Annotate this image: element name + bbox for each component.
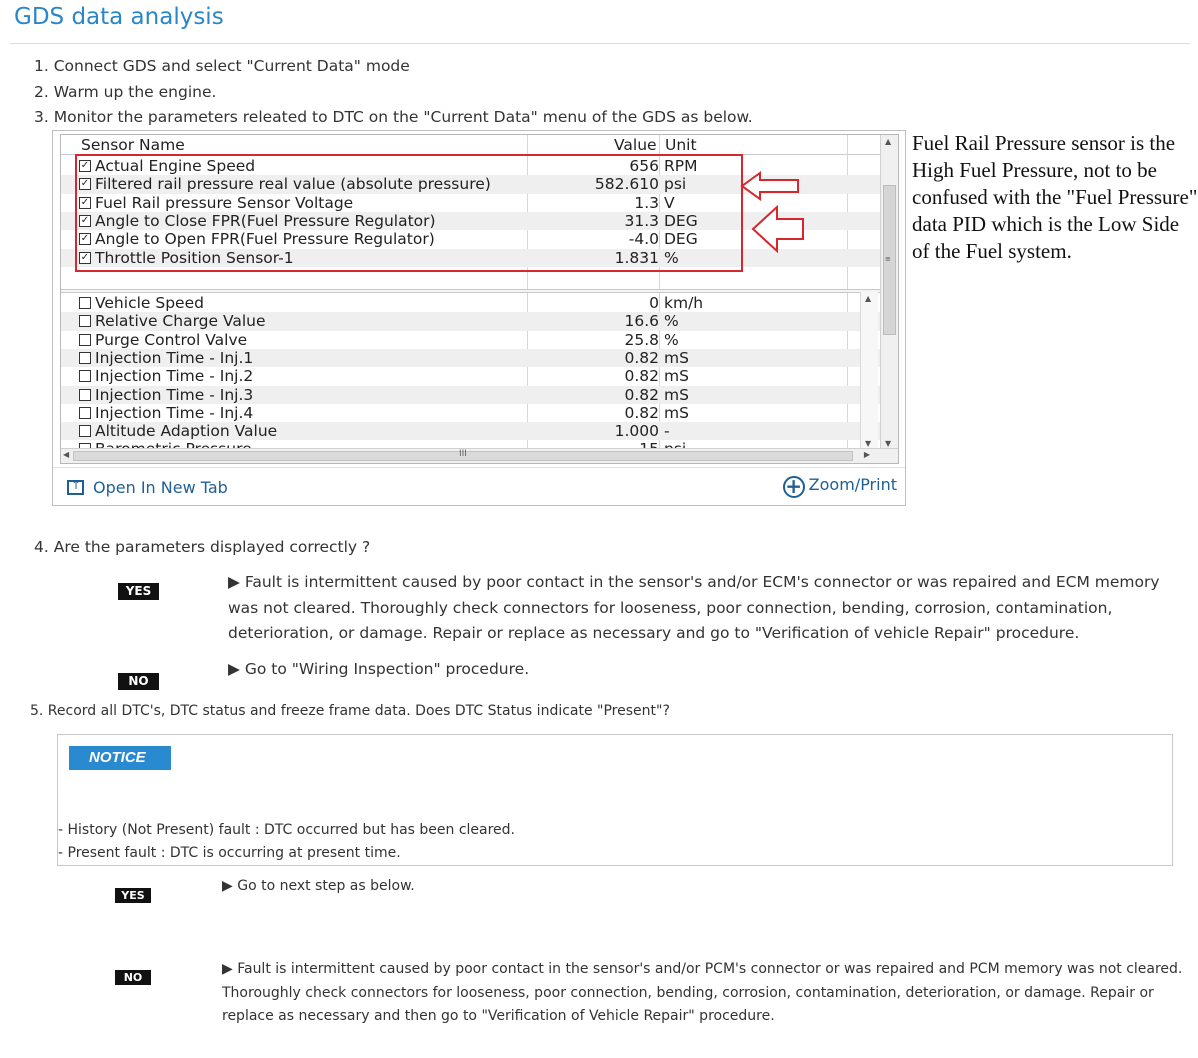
open-in-new-tab-label: Open In New Tab (93, 478, 228, 497)
yes-badge: YES (115, 888, 151, 903)
title-divider (10, 43, 1190, 44)
horizontal-scrollbar[interactable]: ◀ III ▶ (61, 448, 898, 463)
notice-line-2: - Present fault : DTC is occurring at present time. (58, 845, 401, 861)
sensor-name-cell: Filtered rail pressure real value (absolute pressure) (95, 175, 491, 194)
sensor-name-cell: Vehicle Speed (95, 294, 204, 312)
table-row[interactable] (61, 349, 881, 367)
checkbox-checked[interactable]: ✓ (80, 214, 90, 226)
unit-cell: mS (664, 348, 689, 367)
zoom-plus-icon: + (783, 476, 805, 498)
checkbox-unchecked[interactable] (79, 407, 91, 419)
gds-panel-footer (53, 467, 905, 505)
unit-cell: km/h (664, 294, 704, 312)
table-row[interactable] (61, 404, 881, 422)
table-row[interactable] (61, 331, 881, 349)
page-title: GDS data analysis (14, 4, 224, 30)
unit-cell: mS (664, 367, 689, 386)
sensor-name-cell: Injection Time - Inj.4 (95, 403, 254, 422)
header-sensor-name: Sensor Name (81, 136, 185, 154)
no-badge: NO (118, 673, 159, 690)
value-cell: -4.0 (628, 230, 659, 249)
open-in-new-tab-link[interactable] (67, 478, 228, 497)
zoom-print-label: Zoom/Print (808, 475, 897, 494)
grid-header (61, 135, 881, 155)
checkbox-checked[interactable]: ✓ (80, 196, 90, 208)
sensor-name-cell: Angle to Close FPR(Fuel Pressure Regulator) (95, 211, 436, 230)
checkbox-checked[interactable]: ✓ (80, 233, 90, 245)
sensor-name-cell: Injection Time - Inj.3 (95, 385, 254, 404)
value-cell: 0.82 (624, 367, 659, 386)
step-4-text: 4. Are the parameters displayed correctly ? (34, 538, 371, 556)
unit-cell: DEG (664, 211, 698, 230)
annotation-note: Fuel Rail Pressure sensor is the High Fuel Pressure, not to be confused with the "Fuel Pressure" data PID which is the Low Side of the Fuel system. (912, 131, 1198, 263)
open-new-tab-icon (67, 480, 84, 495)
left-arrow-icon (751, 205, 807, 253)
inner-vertical-scrollbar[interactable]: ▲ ▼ (860, 292, 878, 450)
step-5-no-text: ▶ Fault is intermittent caused by poor contact in the sensor's and/or PCM's connector or was repaired and PCM memory was not cleared. Thoroughly check connectors for looseness, poor connection, bending, corrosion, contamination, deterioration, or damage. Repair or replace as necessary and then go to "Verification of Vehicle Repair" procedure. (222, 961, 1183, 1024)
unit-cell: % (664, 248, 679, 267)
step-4-yes-text: ▶ Fault is intermittent caused by poor contact in the sensor's and/or ECM's connector or was repaired and ECM memory was not cleared. Thoroughly check connectors for looseness, poor connection, bending, corrosion, contamination, deterioration, or damage. Repair or replace as necessary and go to "Verification of vehicle Repair" procedure. (228, 573, 1160, 642)
step-5-yes-text: ▶ Go to next step as below. (222, 878, 415, 894)
value-cell: 31.3 (624, 211, 659, 230)
header-value: Value (614, 136, 657, 154)
header-unit: Unit (665, 136, 697, 154)
highlight-box (75, 154, 743, 272)
checkbox-checked[interactable]: ✓ (80, 178, 90, 190)
value-cell: 0.82 (624, 385, 659, 404)
value-cell: 1.3 (634, 193, 659, 212)
unit-cell: psi (664, 175, 687, 194)
table-row[interactable] (61, 312, 881, 330)
unit-cell: % (664, 330, 679, 349)
value-cell: 0.82 (624, 403, 659, 422)
checkbox-unchecked[interactable] (79, 370, 91, 382)
unit-cell: % (664, 312, 679, 331)
zoom-print-link[interactable] (783, 475, 897, 498)
sensor-name-cell: Relative Charge Value (95, 312, 266, 331)
sensor-name-cell: Injection Time - Inj.2 (95, 367, 254, 386)
value-cell: 582.610 (594, 175, 659, 194)
unit-cell: - (664, 422, 670, 441)
value-cell: 1.000 (614, 422, 659, 441)
sensor-name-cell: Altitude Adaption Value (95, 422, 278, 441)
left-arrow-icon (740, 171, 802, 201)
value-cell: 16.6 (624, 312, 659, 331)
sensor-name-cell: Fuel Rail pressure Sensor Voltage (95, 193, 354, 212)
value-cell: 25.8 (624, 330, 659, 349)
checkbox-checked[interactable]: ✓ (80, 251, 90, 263)
sensor-name-cell: Angle to Open FPR(Fuel Pressure Regulator) (95, 230, 435, 249)
unit-cell: V (664, 193, 675, 212)
step-2-text: 2. Warm up the engine. (34, 83, 217, 101)
value-cell: 0.82 (624, 348, 659, 367)
yes-badge: YES (118, 583, 159, 600)
table-row[interactable] (61, 386, 881, 404)
sensor-name-cell: Actual Engine Speed (95, 157, 256, 175)
value-cell: 1.831 (614, 248, 659, 267)
sensor-name-cell: Purge Control Valve (95, 330, 248, 349)
checkbox-unchecked[interactable] (79, 389, 91, 401)
table-row[interactable] (61, 367, 881, 385)
checkbox-unchecked[interactable] (79, 334, 91, 346)
unit-cell: DEG (664, 230, 698, 249)
table-row[interactable] (61, 422, 881, 440)
checkbox-checked[interactable]: ✓ (80, 160, 90, 171)
checkbox-unchecked[interactable] (79, 297, 91, 309)
notice-line-1: - History (Not Present) fault : DTC occurred but has been cleared. (58, 822, 516, 838)
sensor-name-cell: Injection Time - Inj.1 (95, 348, 254, 367)
table-row[interactable] (61, 294, 881, 312)
checkbox-unchecked[interactable] (79, 425, 91, 437)
vertical-scrollbar[interactable]: ▲ ≡ ▼ (880, 135, 898, 450)
value-cell: 656 (629, 157, 659, 175)
checkbox-unchecked[interactable] (79, 352, 91, 364)
step-1-text: 1. Connect GDS and select "Current Data" mode (34, 57, 410, 75)
unit-cell: mS (664, 403, 689, 422)
value-cell: 0 (649, 294, 659, 312)
grid-section-separator (61, 289, 881, 293)
notice-tag: NOTICE (69, 746, 171, 770)
step-3-text: 3. Monitor the parameters releated to DTC on the "Current Data" menu of the GDS as below. (34, 108, 753, 126)
step-4-no-text: ▶ Go to "Wiring Inspection" procedure. (228, 660, 530, 678)
no-badge: NO (115, 970, 151, 985)
step-5-text: 5. Record all DTC's, DTC status and freeze frame data. Does DTC Status indicate "Present"? (30, 703, 670, 719)
unit-cell: mS (664, 385, 689, 404)
notice-box (57, 734, 1173, 866)
unit-cell: RPM (664, 157, 698, 175)
sensor-name-cell: Throttle Position Sensor-1 (95, 248, 294, 267)
checkbox-unchecked[interactable] (79, 315, 91, 327)
